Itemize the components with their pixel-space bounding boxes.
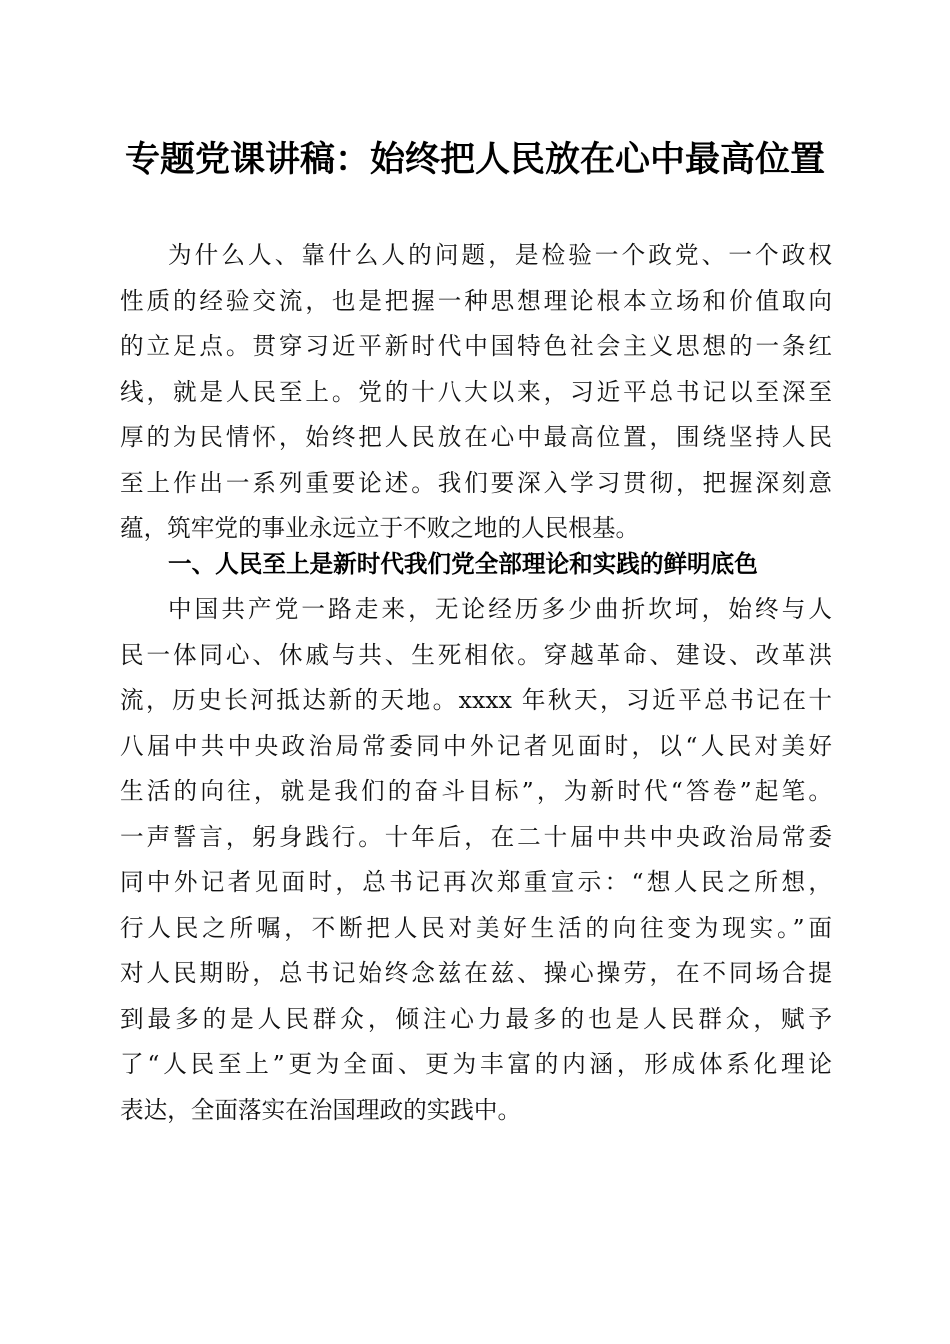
paragraph-2 — [120, 587, 832, 1133]
paragraph-line: 线，就是人民至上。党的十八大以来，习近平总书记以至深至 — [120, 377, 832, 406]
paragraph-1 — [120, 233, 832, 552]
paragraph-line: 到最多的是人民群众，倾注心力最多的也是人民群众，赋予 — [120, 1004, 832, 1033]
paragraph-line: 蕴，筑牢党的事业永远立于不败之地的人民根基。 — [120, 514, 640, 542]
document-title: 专题党课讲稿：始终把人民放在心中最高位置 — [124, 140, 825, 180]
paragraph-line: 流，历史长河抵达新的天地。xxxx 年秋天，习近平总书记在十 — [120, 686, 832, 714]
paragraph-line: 的立足点。贯穿习近平新时代中国特色社会主义思想的一条红 — [120, 332, 832, 360]
paragraph-line: 表达，全面落实在治国理政的实践中。 — [120, 1095, 522, 1124]
paragraph-line: 生活的向往，就是我们的奋斗目标”，为新时代“答卷”起笔。 — [120, 777, 832, 805]
section-heading: 一、人民至上是新时代我们党全部理论和实践的鲜明底色 — [168, 550, 758, 578]
paragraph-line: 行人民之所嘱，不断把人民对美好生活的向往变为现实。”面 — [120, 913, 832, 942]
paragraph-line: 民一体同心、休戚与共、生死相依。穿越革命、建设、改革洪 — [120, 640, 832, 669]
section-heading-block — [120, 542, 880, 588]
paragraph-line: 同中外记者见面时，总书记再次郑重宣示：“想人民之所想， — [120, 868, 832, 896]
paragraph-line: 八届中共中央政治局常委同中外记者见面时，以“人民对美好 — [120, 731, 832, 760]
paragraph-line: 至上作出一系列重要论述。我们要深入学习贯彻，把握深刻意 — [120, 468, 832, 497]
paragraph-line: 中国共产党一路走来，无论经历多少曲折坎坷，始终与人 — [168, 595, 832, 623]
paragraph-line: 对人民期盼，总书记始终念兹在兹、操心操劳，在不同场合提 — [120, 959, 832, 987]
paragraph-line: 为什么人、靠什么人的问题，是检验一个政党、一个政权 — [168, 241, 832, 269]
paragraph-line: 厚的为民情怀，始终把人民放在心中最高位置，围绕坚持人民 — [120, 423, 832, 451]
paragraph-line: 一声誓言，躬身践行。十年后，在二十届中共中央政治局常委 — [120, 822, 832, 851]
paragraph-line: 了“人民至上”更为全面、更为丰富的内涵，形成体系化理论 — [120, 1050, 832, 1078]
paragraph-line: 性质的经验交流，也是把握一种思想理论根本立场和价值取向 — [120, 286, 832, 315]
